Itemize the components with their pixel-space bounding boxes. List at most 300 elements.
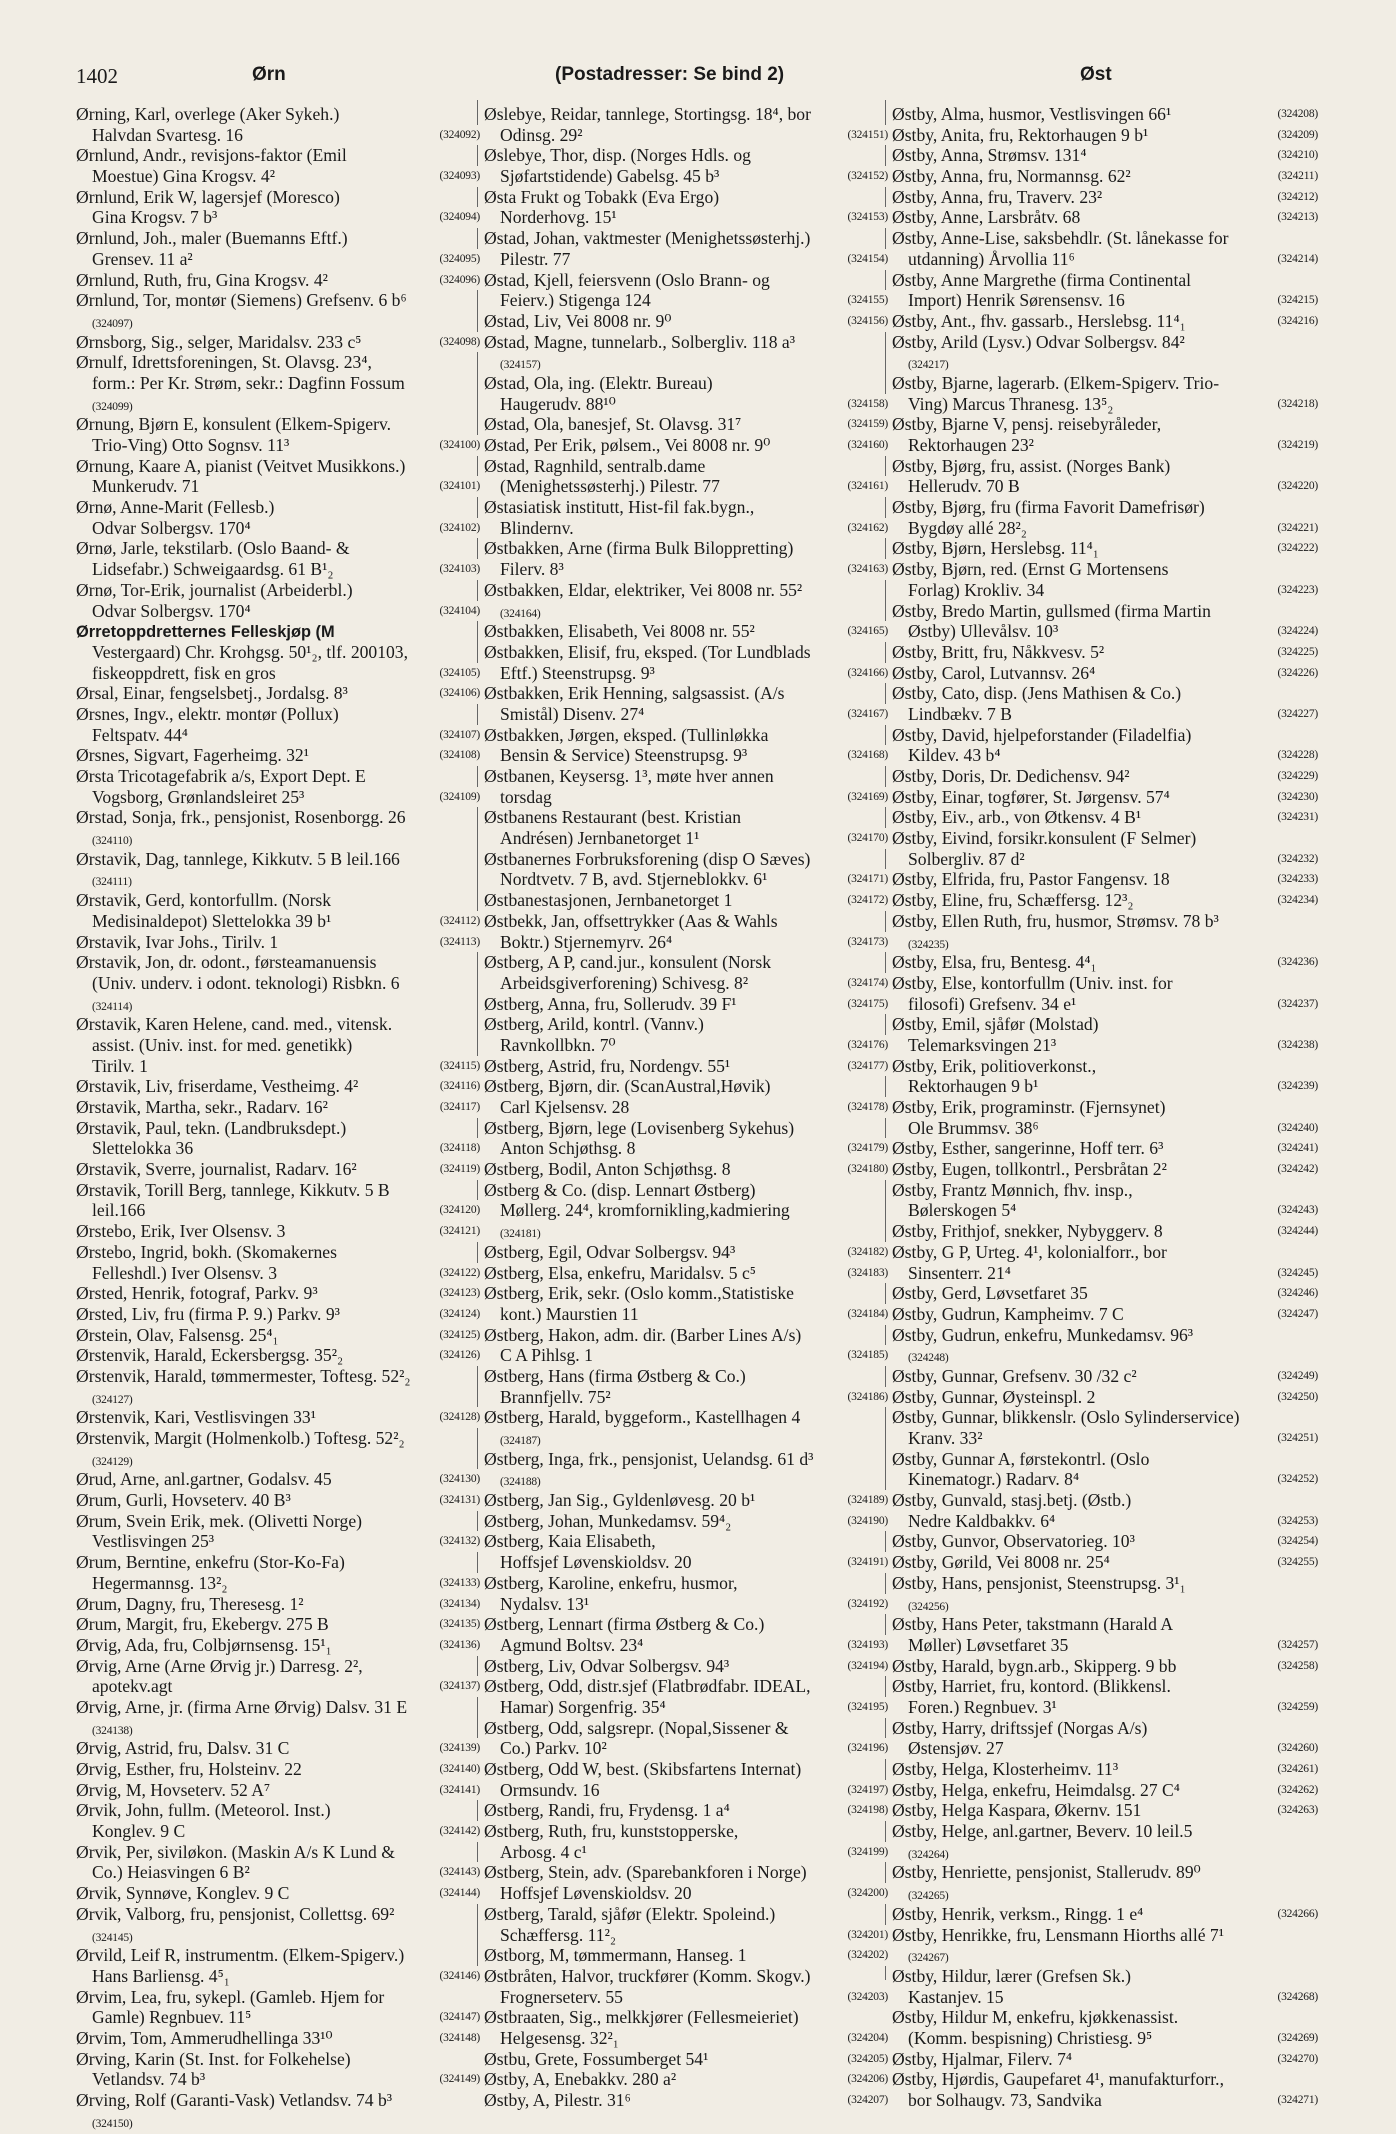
entry-number: (324154)	[844, 249, 888, 270]
entry-text: Østby, Henrik, verksm., Ringg. 1 e⁴	[892, 1903, 1144, 1924]
entry-text: Østby, Gudrun, enkefru, Munkedamsv. 96³	[892, 1324, 1194, 1345]
entry-number: (324246)	[1274, 1283, 1318, 1304]
entry-number: (324099)	[92, 400, 133, 413]
entry-text: Østbu, Grete, Fossumberget 54¹	[484, 2048, 709, 2069]
entry-number: (324093)	[436, 166, 480, 187]
directory-line	[76, 828, 480, 849]
entry-number: (324245)	[1274, 1263, 1318, 1284]
directory-line	[892, 476, 1318, 497]
entry-text: Medisinaldepot) Slettelokka 39 b¹	[92, 910, 332, 931]
entry-text: Østby, Gunnar, blikkenslr. (Oslo Sylinderservice)	[892, 1407, 1240, 1428]
entry-number: (324213)	[1274, 207, 1318, 228]
directory-line	[484, 1635, 888, 1656]
entry-text: Ørsnes, Sigvart, Fagerheimg. 32¹	[76, 745, 309, 766]
entry-number: (324185)	[844, 1345, 888, 1366]
directory-line	[484, 1925, 888, 1946]
entry-text: Gina Krogsv. 7 b³	[92, 207, 218, 228]
directory-line	[484, 1428, 888, 1449]
directory-line	[76, 766, 480, 787]
entry-number: (324160)	[844, 435, 888, 456]
header-first-word: Ørn	[252, 64, 286, 85]
directory-line	[76, 911, 480, 932]
directory-line	[892, 1242, 1318, 1263]
entry-text: Østberg, Ruth, fru, kunststopperske,	[484, 1821, 739, 1842]
directory-line	[892, 2049, 1318, 2070]
directory-line	[892, 1676, 1318, 1697]
entry-text: Østberg, Hans (firma Østberg & Co.)	[484, 1365, 746, 1386]
directory-line	[484, 787, 888, 808]
directory-line	[76, 787, 480, 808]
entry-number: (324215)	[1274, 290, 1318, 311]
entry-text: Arbosg. 4 c¹	[500, 1841, 587, 1862]
directory-line	[892, 125, 1318, 146]
directory-line	[892, 1945, 1318, 1966]
directory-line	[76, 311, 480, 332]
entry-text: Hoffsjef Løvenskioldsv. 20	[500, 1552, 692, 1573]
directory-line	[484, 559, 888, 580]
entry-text: Østby, Arild (Lysv.) Odvar Solbergsv. 84²	[892, 331, 1185, 352]
directory-line	[76, 1242, 480, 1263]
entry-number: (324267)	[908, 1952, 949, 1965]
entry-text: Ørsted, Henrik, fotograf, Parkv. 9³	[76, 1283, 318, 1304]
directory-line	[76, 1056, 480, 1077]
entry-text: Kinematogr.) Radarv. 8⁴	[908, 1469, 1080, 1490]
entry-text: Ørnsborg, Sig., selger, Maridalsv. 233 c⁵	[76, 331, 362, 352]
directory-line	[484, 228, 888, 249]
entry-text: fiskeoppdrett, fisk en gros	[92, 662, 276, 683]
directory-line	[892, 766, 1318, 787]
directory-line	[892, 621, 1318, 642]
entry-text: Sinsenterr. 21⁴	[908, 1262, 1011, 1283]
entry-number: (324226)	[1274, 663, 1318, 684]
entry-text: Ving) Marcus Thranesg. 13⁵₂	[908, 393, 1114, 414]
directory-line	[484, 1035, 888, 1056]
directory-line	[484, 249, 888, 270]
entry-number: (324150)	[92, 2117, 133, 2130]
entry-text: Ørvig, Arne (Arne Ørvig jr.) Darresg. 2²,	[76, 1655, 363, 1676]
entry-number: (324161)	[844, 476, 888, 497]
entry-text: Eftf.) Steenstrupsg. 9³	[500, 662, 655, 683]
directory-line	[76, 1676, 480, 1697]
entry-text: Ørvim, Tom, Ammerudhellinga 33¹⁰	[76, 2027, 333, 2048]
directory-line	[76, 1966, 480, 1987]
directory-line	[892, 1387, 1318, 1408]
directory-line	[76, 642, 480, 663]
entry-text: Østby, Eivind, forsikr.konsulent (F Selmer)	[892, 828, 1197, 849]
entry-text: Østby, Gunnar, Øysteinspl. 2	[892, 1386, 1096, 1407]
directory-line	[484, 435, 888, 456]
directory-line	[484, 1800, 888, 1821]
directory-line	[892, 1180, 1318, 1201]
directory-line	[76, 1594, 480, 1615]
directory-line	[892, 849, 1318, 870]
entry-number: (324225)	[1274, 642, 1318, 663]
directory-line	[484, 332, 888, 353]
entry-number: (324098)	[436, 332, 480, 353]
entry-number: (324269)	[1274, 2028, 1318, 2049]
entry-text: Østby, Bjarne, lagerarb. (Elkem-Spigerv. Trio-	[892, 372, 1220, 393]
directory-line	[76, 1200, 480, 1221]
entry-text: Østberg, Bjørn, dir. (ScanAustral,Høvik)	[484, 1076, 771, 1097]
directory-line	[484, 311, 888, 332]
entry-text: Lidsefabr.) Schweigaardsg. 61 B¹₂	[92, 559, 334, 580]
entry-number: (324198)	[844, 1800, 888, 1821]
entry-number: (324119)	[437, 1159, 480, 1180]
directory-line	[76, 601, 480, 622]
entry-number: (324234)	[1274, 890, 1318, 911]
entry-text: Blindernv.	[500, 517, 574, 538]
entry-text: Østbakken, Eldar, elektriker, Vei 8008 nr. 55²	[484, 579, 803, 600]
directory-line	[484, 1718, 888, 1739]
entry-text: Østby, Gørild, Vei 8008 nr. 25⁴	[892, 1552, 1110, 1573]
directory-line	[484, 1138, 888, 1159]
entry-text: Østasiatisk institutt, Hist-fil fak.bygn.,	[484, 497, 755, 518]
entry-text: Østby, Anna, fru, Normannsg. 62²	[892, 166, 1131, 187]
entry-text: Telemarksvingen 21³	[908, 1034, 1057, 1055]
entry-number: (324214)	[1274, 249, 1318, 270]
directory-line	[892, 1449, 1318, 1470]
entry-number: (324241)	[1274, 1138, 1318, 1159]
entry-text: Ørvig, Astrid, fru, Dalsv. 31 C	[76, 1738, 290, 1759]
directory-line	[484, 1263, 888, 1284]
directory-line	[892, 1014, 1318, 1035]
entry-number: (324178)	[844, 1097, 888, 1118]
directory-line	[76, 1014, 480, 1035]
directory-line	[892, 1904, 1318, 1925]
directory-line	[76, 973, 480, 994]
directory-line	[76, 745, 480, 766]
entry-text: Ørretoppdretternes Felleskjøp (M	[76, 623, 335, 642]
entry-text: Østad, Ola, banesjef, St. Olavsg. 31⁷	[484, 414, 742, 435]
directory-line	[892, 787, 1318, 808]
entry-text: Østa Frukt og Tobakk (Eva Ergo)	[484, 186, 720, 207]
entry-number: (324205)	[844, 2049, 888, 2070]
directory-line	[76, 1407, 480, 1428]
entry-number: (324236)	[1274, 952, 1318, 973]
entry-text: Ørstavik, Martha, sekr., Radarv. 16²	[76, 1097, 328, 1117]
entry-number: (324254)	[1274, 1531, 1318, 1552]
directory-column-2	[484, 104, 888, 2110]
entry-number: (324138)	[92, 1724, 133, 1737]
entry-text: Schæffersg. 11²₂	[500, 1924, 616, 1945]
directory-line	[892, 725, 1318, 746]
entry-number: (324203)	[844, 1987, 888, 2008]
entry-text: Østberg, Astrid, fru, Nordengv. 55¹	[484, 1055, 731, 1076]
entry-number: (324239)	[1274, 1076, 1318, 1097]
directory-line	[892, 1925, 1318, 1946]
directory-line	[892, 1056, 1318, 1077]
entry-text: Østby, Henrikke, fru, Lensmann Hiorths allé 7¹	[892, 1924, 1224, 1945]
entry-number: (324201)	[844, 1925, 888, 1946]
entry-number: (324196)	[844, 1738, 888, 1759]
entry-text: Østbanernes Forbruksforening (disp O Sæves)	[484, 848, 811, 869]
entry-text: Ørnø, Tor-Erik, journalist (Arbeiderbl.)	[76, 579, 353, 600]
entry-text: Ørsnes, Ingv., elektr. montør (Pollux)	[76, 703, 339, 724]
entry-text: torsdag	[500, 786, 552, 807]
directory-line	[892, 1573, 1318, 1594]
entry-text: (Komm. bespisning) Christiesg. 9⁵	[908, 2027, 1153, 2048]
directory-line	[484, 621, 888, 642]
directory-line	[76, 704, 480, 725]
directory-line	[76, 932, 480, 953]
entry-number: (324224)	[1274, 621, 1318, 642]
directory-line	[484, 807, 888, 828]
directory-line	[892, 1325, 1318, 1346]
directory-line	[892, 332, 1318, 353]
entry-text: Odvar Solbergsv. 170⁴	[92, 517, 251, 538]
directory-line	[484, 1345, 888, 1366]
entry-text: Østberg, Tarald, sjåfør (Elektr. Spoleind.)	[484, 1903, 776, 1924]
entry-text: Co.) Heiasvingen 6 B²	[92, 1862, 250, 1883]
directory-line	[76, 952, 480, 973]
entry-number: (324169)	[844, 787, 888, 808]
entry-number: (324256)	[908, 1600, 949, 1613]
entry-number: (324184)	[844, 1304, 888, 1325]
entry-number: (324167)	[844, 704, 888, 725]
entry-text: Østby, Eugen, tollkontrl., Persbråtan 2²	[892, 1159, 1167, 1180]
entry-number: (324115)	[437, 1056, 480, 1077]
directory-line	[76, 1862, 480, 1883]
directory-line	[76, 580, 480, 601]
entry-text: form.: Per Kr. Strøm, sekr.: Dagfinn Fossum	[92, 372, 405, 393]
entry-number: (324131)	[436, 1490, 480, 1511]
entry-number: (324181)	[500, 1228, 541, 1241]
directory-line	[484, 1531, 888, 1552]
entry-number: (324135)	[436, 1614, 480, 1635]
directory-line	[892, 456, 1318, 477]
entry-number: (324132)	[436, 1531, 480, 1552]
directory-line	[892, 1718, 1318, 1739]
page-number: 1402	[76, 64, 118, 88]
entry-text: Østby, Helge, anl.gartner, Beverv. 10 leil.5	[892, 1821, 1193, 1842]
directory-line	[76, 2028, 480, 2049]
entry-text: kont.) Maurstien 11	[500, 1303, 639, 1324]
directory-line	[892, 1883, 1318, 1904]
directory-line	[484, 1614, 888, 1635]
entry-text: Østby, Helga, enkefru, Heimdalsg. 27 C⁴	[892, 1779, 1180, 1800]
directory-line	[76, 518, 480, 539]
entry-text: Østby, Elfrida, fru, Pastor Fangensv. 18	[892, 869, 1170, 890]
entry-text: Nordtvetv. 7 B, avd. Stjerneblokkv. 6¹	[500, 869, 768, 890]
directory-line	[76, 435, 480, 456]
directory-line	[892, 1407, 1318, 1428]
entry-text: Østad, Ragnhild, sentralb.dame	[484, 455, 706, 476]
entry-text: Ørstenvik, Harald, Eckersbergsg. 35²₂	[76, 1345, 344, 1366]
directory-column-3	[892, 104, 1318, 2110]
entry-number: (324125)	[436, 1325, 480, 1346]
directory-line	[892, 1635, 1318, 1656]
directory-line	[76, 1076, 480, 1097]
directory-line	[484, 1490, 888, 1511]
directory-line	[76, 290, 480, 311]
entry-text: Ørstad, Sonja, frk., pensjonist, Rosenborgg. 26	[76, 807, 406, 828]
entry-number: (324227)	[1274, 704, 1318, 725]
directory-column-1	[76, 104, 480, 2130]
entry-text: Kildev. 43 b⁴	[908, 745, 1001, 766]
entry-number: (324265)	[908, 1890, 949, 1903]
directory-line	[484, 1407, 888, 1428]
directory-line	[76, 1635, 480, 1656]
directory-line	[76, 1925, 480, 1946]
directory-line	[76, 1304, 480, 1325]
entry-text: Ormsundv. 16	[500, 1779, 600, 1800]
entry-text: Halvdan Svartesg. 16	[92, 124, 243, 145]
entry-text: Østby, Frantz Mønnich, fhv. insp.,	[892, 1179, 1133, 1200]
directory-line	[892, 311, 1318, 332]
entry-text: Ørnlund, Ruth, fru, Gina Krogsv. 4²	[76, 269, 328, 290]
entry-number: (324231)	[1274, 807, 1318, 828]
entry-text: Østbakken, Elisif, fru, eksped. (Tor Lundblads	[484, 641, 811, 662]
directory-line	[892, 228, 1318, 249]
entry-text: Co.) Parkv. 10²	[500, 1738, 607, 1759]
directory-line	[76, 994, 480, 1015]
directory-line	[484, 1759, 888, 1780]
entry-text: bor Solhaugv. 73, Sandvika	[908, 2090, 1102, 2110]
directory-line	[892, 1656, 1318, 1677]
entry-text: Feierv.) Stigenga 124	[500, 290, 651, 311]
entry-number: (324238)	[1274, 1035, 1318, 1056]
entry-number: (324147)	[436, 2007, 480, 2028]
entry-text: Østberg, Elsa, enkefru, Maridalsv. 5 c⁵	[484, 1262, 756, 1283]
entry-number: (324191)	[844, 1552, 888, 1573]
entry-number: (324187)	[500, 1435, 541, 1447]
entry-text: Pilestr. 77	[500, 248, 571, 269]
entry-text: Ørvik, Per, siviløkon. (Maskin A/s K Lund &	[76, 1841, 395, 1862]
entry-number: (324259)	[1274, 1697, 1318, 1718]
directory-line	[892, 1862, 1318, 1883]
entry-text: Østby, David, hjelpeforstander (Filadelfia)	[892, 724, 1192, 745]
directory-line	[484, 1159, 888, 1180]
entry-number: (324218)	[1274, 394, 1318, 415]
directory-line	[892, 1780, 1318, 1801]
directory-line	[892, 518, 1318, 539]
directory-line	[892, 973, 1318, 994]
entry-number: (324193)	[844, 1635, 888, 1656]
entry-number: (324136)	[436, 1635, 480, 1656]
entry-text: Ørvig, Esther, fru, Holsteinv. 22	[76, 1759, 302, 1779]
entry-text: Ørvig, Arne, jr. (firma Arne Ørvig) Dalsv. 31 E	[76, 1696, 408, 1717]
directory-line	[76, 683, 480, 704]
directory-line	[76, 1366, 480, 1387]
directory-line	[892, 683, 1318, 704]
entry-number: (324194)	[844, 1656, 888, 1677]
entry-text: Østbanens Restaurant (best. Kristian	[484, 807, 742, 828]
entry-text: C A Pihlsg. 1	[500, 1345, 593, 1366]
entry-number: (324092)	[436, 125, 480, 146]
entry-number: (324152)	[844, 166, 888, 187]
directory-line	[76, 270, 480, 291]
directory-line	[892, 1097, 1318, 1118]
entry-number: (324217)	[908, 359, 949, 372]
entry-number: (324101)	[436, 476, 480, 497]
entry-text: Østby, Einar, togfører, St. Jørgensv. 57⁴	[892, 786, 1170, 807]
entry-text: Østberg, Odd, distr.sjef (Flatbrødfabr. IDEAL,	[484, 1676, 811, 1697]
directory-line	[76, 332, 480, 353]
entry-text: Munkerudv. 71	[92, 476, 200, 497]
entry-text: Ørning, Karl, overlege (Aker Sykeh.)	[76, 104, 340, 124]
directory-line	[892, 601, 1318, 622]
entry-number: (324102)	[436, 518, 480, 539]
entry-text: Østby) Ullevålsv. 10³	[908, 621, 1059, 642]
entry-text: Østby, Emil, sjåfør (Molstad)	[892, 1014, 1099, 1035]
directory-line	[76, 125, 480, 146]
directory-line	[76, 1097, 480, 1118]
entry-text: Østberg, Arild, kontrl. (Vannv.)	[484, 1014, 704, 1035]
entry-number: (324266)	[1274, 1904, 1318, 1925]
entry-number: (324128)	[436, 1407, 480, 1428]
entry-text: Østby, Henriette, pensjonist, Stallerudv. 89⁰	[892, 1862, 1201, 1883]
entry-text: Ørstenvik, Harald, tømmermester, Toftesg. 52²₂	[76, 1365, 411, 1386]
directory-line	[484, 373, 888, 394]
directory-line	[484, 642, 888, 663]
directory-line	[892, 1366, 1318, 1387]
entry-number: (324114)	[92, 1000, 133, 1013]
directory-line	[892, 166, 1318, 187]
entry-text: Ørum, Svein Erik, mek. (Olivetti Norge)	[76, 1510, 363, 1531]
entry-text: Ørstavik, Jon, dr. odont., førsteamanuensis	[76, 952, 377, 973]
entry-text: Ørstavik, Karen Helene, cand. med., vitensk.	[76, 1014, 393, 1035]
directory-line	[484, 187, 888, 208]
directory-line	[484, 1118, 888, 1139]
entry-number: (324230)	[1274, 787, 1318, 808]
entry-text: Agmund Boltsv. 23⁴	[500, 1634, 644, 1655]
entry-number: (324252)	[1274, 1469, 1318, 1490]
entry-text: apotekv.agt	[92, 1676, 173, 1697]
directory-line	[76, 1469, 480, 1490]
directory-line	[892, 1035, 1318, 1056]
entry-number: (324137)	[436, 1676, 480, 1697]
directory-line	[484, 2090, 888, 2111]
entry-text: Kastanjev. 15	[908, 1986, 1004, 2007]
directory-line	[892, 1594, 1318, 1615]
directory-line	[484, 869, 888, 890]
entry-text: Østby, Harald, bygn.arb., Skipperg. 9 bb	[892, 1655, 1177, 1676]
entry-number: (324240)	[1274, 1118, 1318, 1139]
directory-line	[76, 1138, 480, 1159]
entry-number: (324228)	[1274, 745, 1318, 766]
entry-number: (324107)	[436, 725, 480, 746]
entry-text: Østby, Eiv., arb., von Øtkensv. 4 B¹	[892, 807, 1142, 828]
directory-line	[484, 518, 888, 539]
directory-line	[892, 394, 1318, 415]
directory-line	[76, 207, 480, 228]
entry-text: Import) Henrik Sørensensv. 16	[908, 290, 1125, 311]
directory-line	[892, 352, 1318, 373]
directory-line	[484, 290, 888, 311]
entry-text: Østberg, Randi, fru, Frydensg. 1 a⁴	[484, 1800, 730, 1821]
entry-text: Ørnlund, Andr., revisjons-faktor (Emil	[76, 145, 347, 166]
entry-number: (324173)	[844, 932, 888, 953]
directory-line	[76, 1428, 480, 1449]
entry-text: Østby, Ellen Ruth, fru, husmor, Strømsv. 78 b³	[892, 910, 1219, 931]
directory-line	[76, 807, 480, 828]
entry-number: (324103)	[436, 559, 480, 580]
directory-line	[484, 2049, 888, 2070]
entry-number: (324223)	[1274, 580, 1318, 601]
entry-text: Østad, Magne, tunnelarb., Solbergliv. 118 a³	[484, 331, 795, 352]
directory-line	[484, 1594, 888, 1615]
entry-text: Ørstavik, Liv, friserdame, Vestheimg. 4²	[76, 1076, 359, 1097]
entry-number: (324190)	[844, 1511, 888, 1532]
entry-text: Østad, Kjell, feiersvenn (Oslo Brann- og	[484, 269, 770, 290]
entry-number: (324257)	[1274, 1635, 1318, 1656]
directory-line	[892, 207, 1318, 228]
header-last-word: Øst	[1080, 64, 1112, 85]
entry-number: (324127)	[92, 1393, 133, 1406]
entry-text: Ørving, Rolf (Garanti-Vask) Vetlandsv. 74 b³	[76, 2090, 393, 2110]
directory-line	[892, 1200, 1318, 1221]
directory-line	[892, 435, 1318, 456]
